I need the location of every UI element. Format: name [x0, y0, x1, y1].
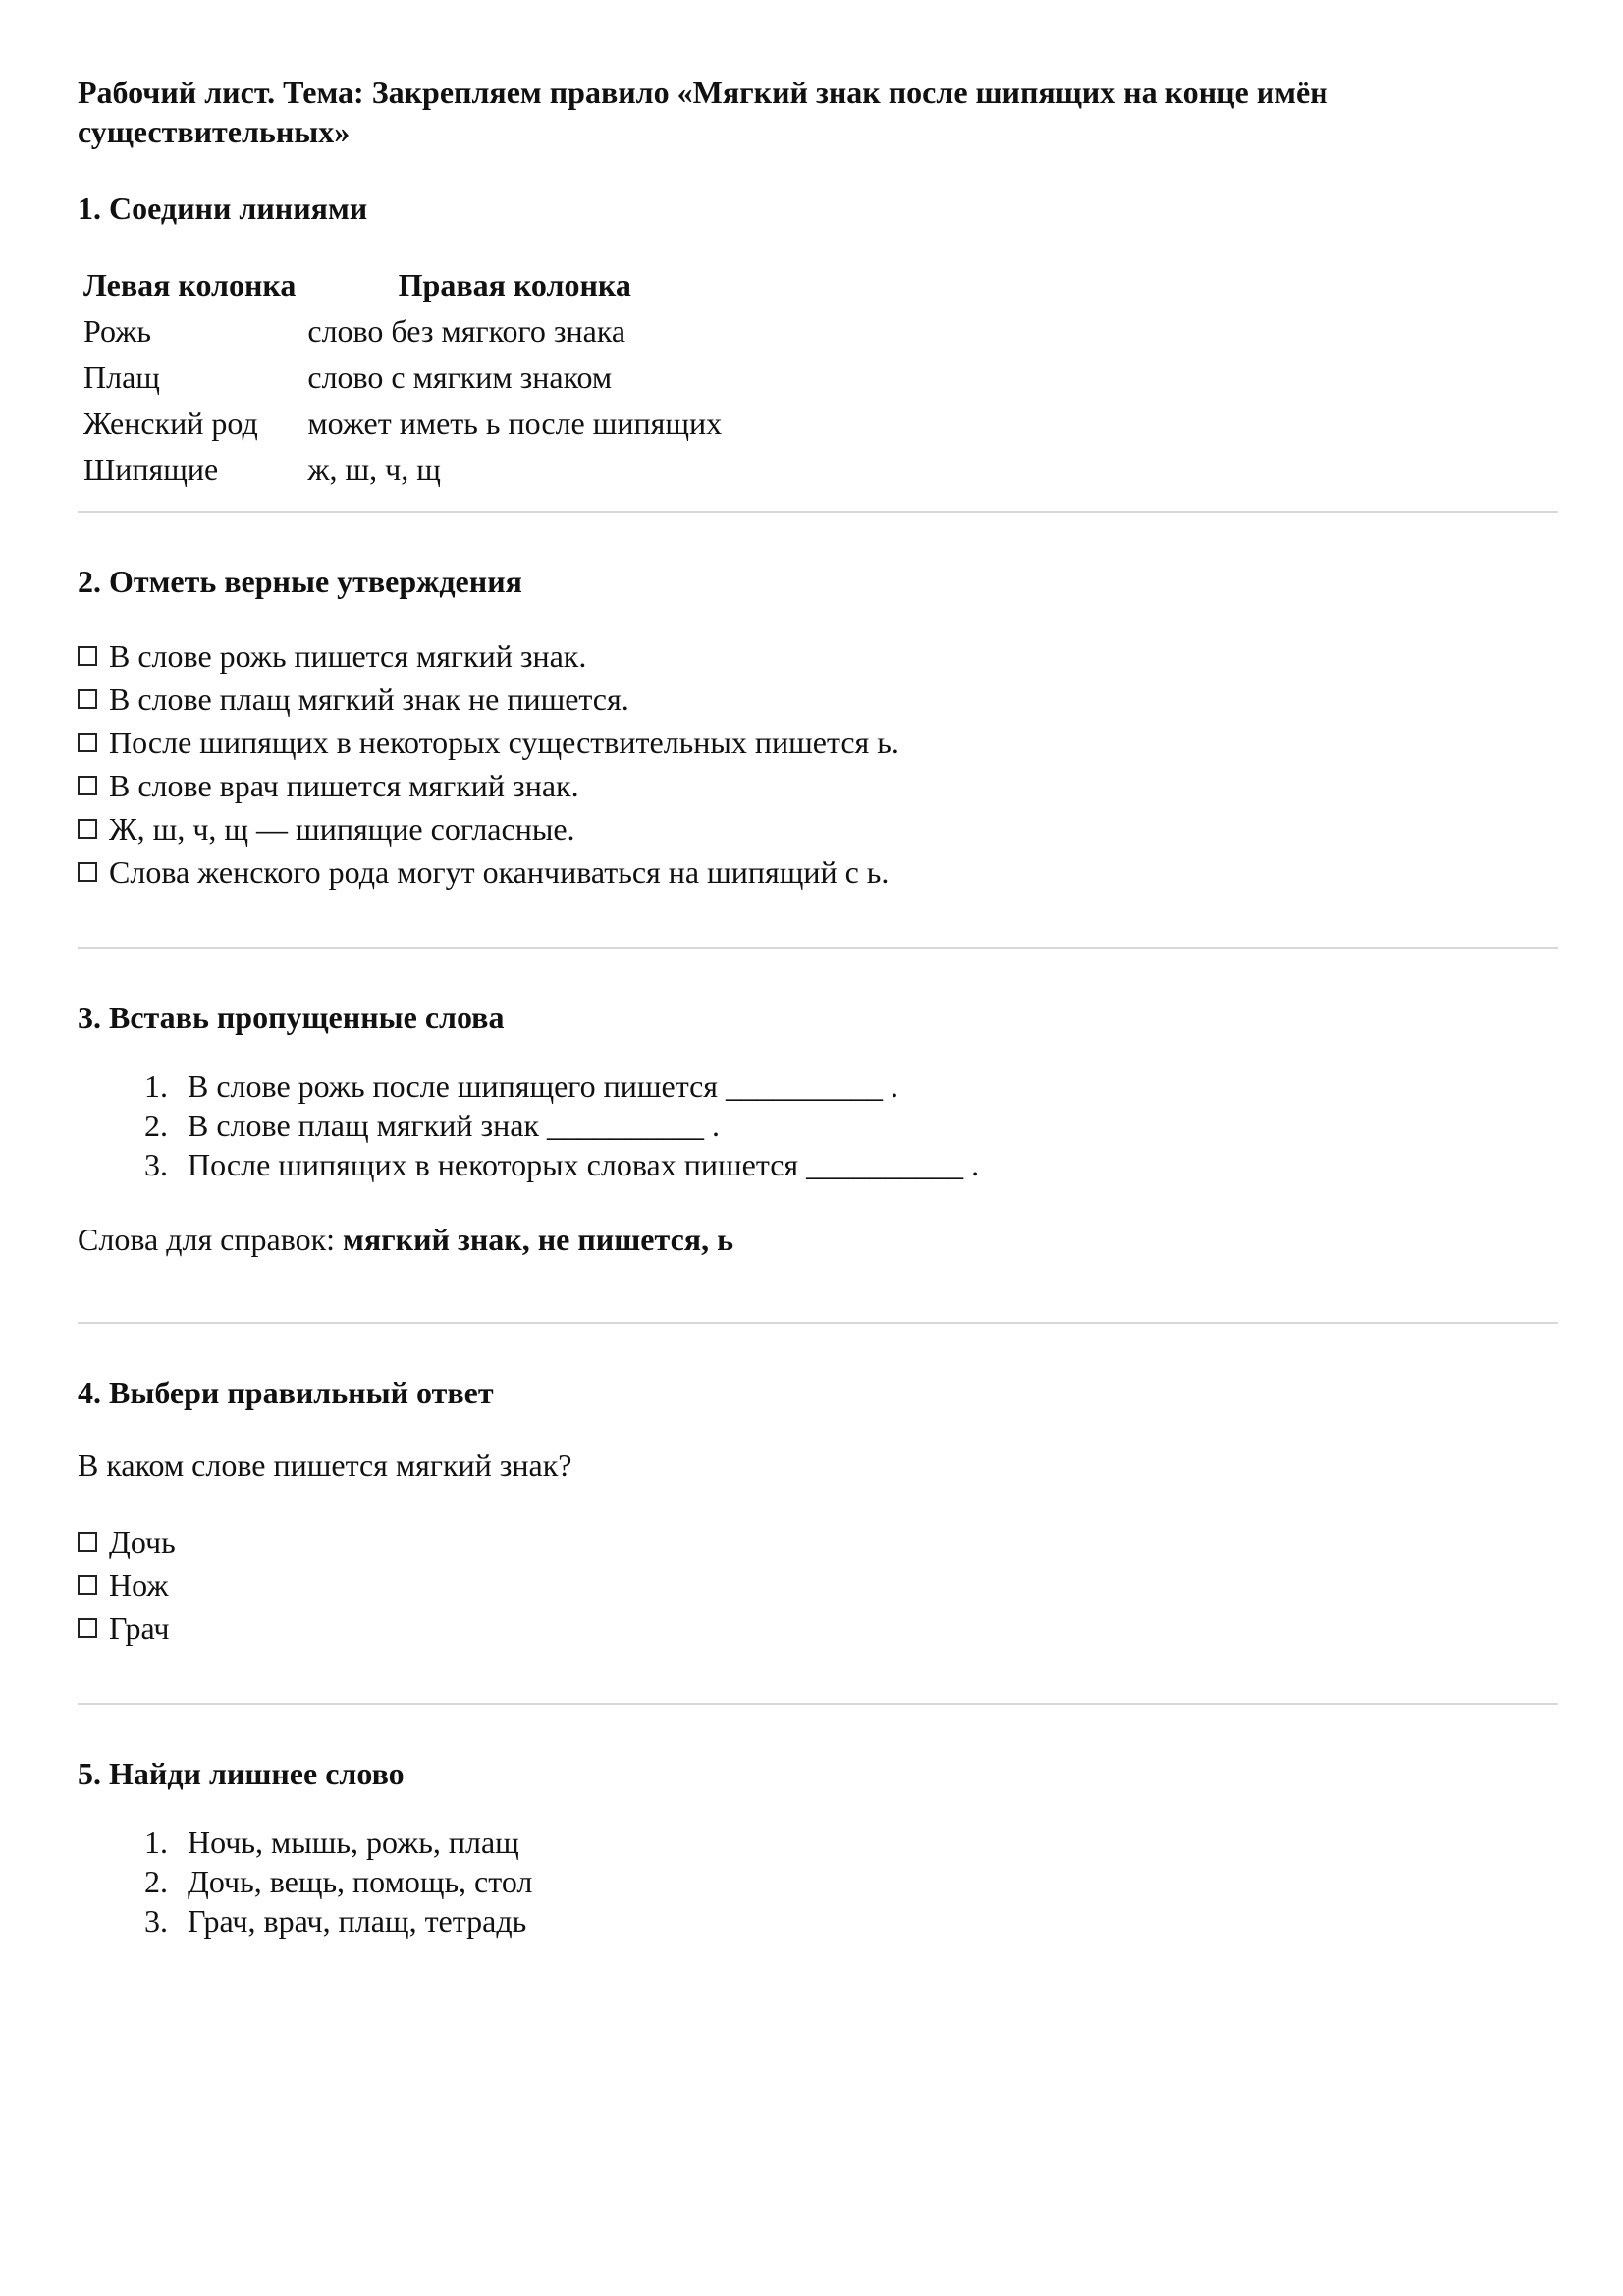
list-item: 2. В слове плащ мягкий знак __________ . [176, 1106, 1558, 1145]
statements-list [78, 634, 1558, 894]
section-divider [78, 1703, 1558, 1705]
table-row [78, 401, 728, 447]
table-header-row [78, 261, 728, 308]
option-item [78, 1607, 1558, 1650]
statement-item [78, 807, 1558, 850]
right-cell: слово без мягкого знака [307, 313, 626, 349]
option-text: Нож [109, 1567, 169, 1603]
option-text: Дочь [109, 1524, 176, 1559]
table-row [78, 447, 728, 493]
option-item [78, 1563, 1558, 1607]
statement-item [78, 634, 1558, 678]
checkbox[interactable] [78, 776, 97, 795]
task1-heading: 1. Соедини линиями [78, 191, 368, 226]
checkbox[interactable] [78, 819, 97, 839]
option-text: Грач [109, 1611, 170, 1646]
statement-text: В слове рожь пишется мягкий знак. [109, 638, 587, 674]
statement-item [78, 721, 1558, 764]
list-item: 1. В слове рожь после шипящего пишется __________ . [176, 1066, 1558, 1106]
statement-item [78, 764, 1558, 807]
checkbox[interactable] [78, 1618, 97, 1638]
statement-item [78, 678, 1558, 721]
list-item: 2. Дочь, вещь, помощь, стол [176, 1862, 1558, 1901]
right-column-header: Правая колонка [398, 266, 631, 302]
section-divider [78, 947, 1558, 949]
task2-heading: 2. Отметь верные утверждения [78, 564, 522, 599]
list-item: 3. После шипящих в некоторых словах пишется __________ . [176, 1145, 1558, 1184]
checkbox[interactable] [78, 733, 97, 752]
hint-words: мягкий знак, не пишется, ь [343, 1222, 733, 1257]
statement-text: В слове врач пишется мягкий знак. [109, 768, 579, 803]
task3-heading: 3. Вставь пропущенные слова [78, 1000, 505, 1035]
left-cell: Шипящие [83, 452, 219, 487]
left-column-header: Левая колонка [83, 266, 297, 302]
list-item: 1. Ночь, мышь, рожь, плащ [176, 1823, 1558, 1862]
table-row [78, 308, 728, 355]
section-divider [78, 1322, 1558, 1324]
right-cell: может иметь ь после шипящих [307, 406, 723, 441]
left-cell: Рожь [83, 313, 151, 349]
hint-label: Слова для справок: [78, 1222, 344, 1257]
checkbox[interactable] [78, 862, 97, 882]
statement-item [78, 850, 1558, 894]
worksheet-title: Рабочий лист. Тема: Закрепляем правило «Мягкий знак после шипящих на конце имён существительных» [78, 75, 1328, 149]
statement-text: Слова женского рода могут оканчиваться на шипящий с ь. [109, 854, 890, 890]
worksheet [78, 73, 1558, 1941]
fill-in-list [78, 1066, 1558, 1184]
hint-line [78, 1218, 1558, 1261]
odd-word-list [78, 1823, 1558, 1941]
checkbox[interactable] [78, 1575, 97, 1595]
checkbox[interactable] [78, 1532, 97, 1552]
section-divider [78, 511, 1558, 513]
left-cell: Плащ [83, 359, 160, 395]
statement-text: В слове плащ мягкий знак не пишется. [109, 682, 629, 717]
table-row [78, 355, 728, 401]
left-cell: Женский род [83, 406, 258, 441]
right-cell: слово с мягким знаком [307, 359, 613, 395]
right-cell: ж, ш, ч, щ [307, 452, 441, 487]
option-item [78, 1520, 1558, 1563]
checkbox[interactable] [78, 689, 97, 709]
task4-heading: 4. Выбери правильный ответ [78, 1375, 494, 1410]
options-list [78, 1520, 1558, 1650]
task5-heading: 5. Найди лишнее слово [78, 1756, 405, 1791]
statement-text: После шипящих в некоторых существительных пишется ь. [109, 725, 899, 760]
list-item: 3. Грач, врач, плащ, тетрадь [176, 1901, 1558, 1941]
statement-text: Ж, ш, ч, щ — шипящие согласные. [109, 811, 575, 847]
matching-table [78, 261, 728, 493]
question-text: В каком слове пишется мягкий знак? [78, 1448, 572, 1483]
checkbox[interactable] [78, 646, 97, 666]
